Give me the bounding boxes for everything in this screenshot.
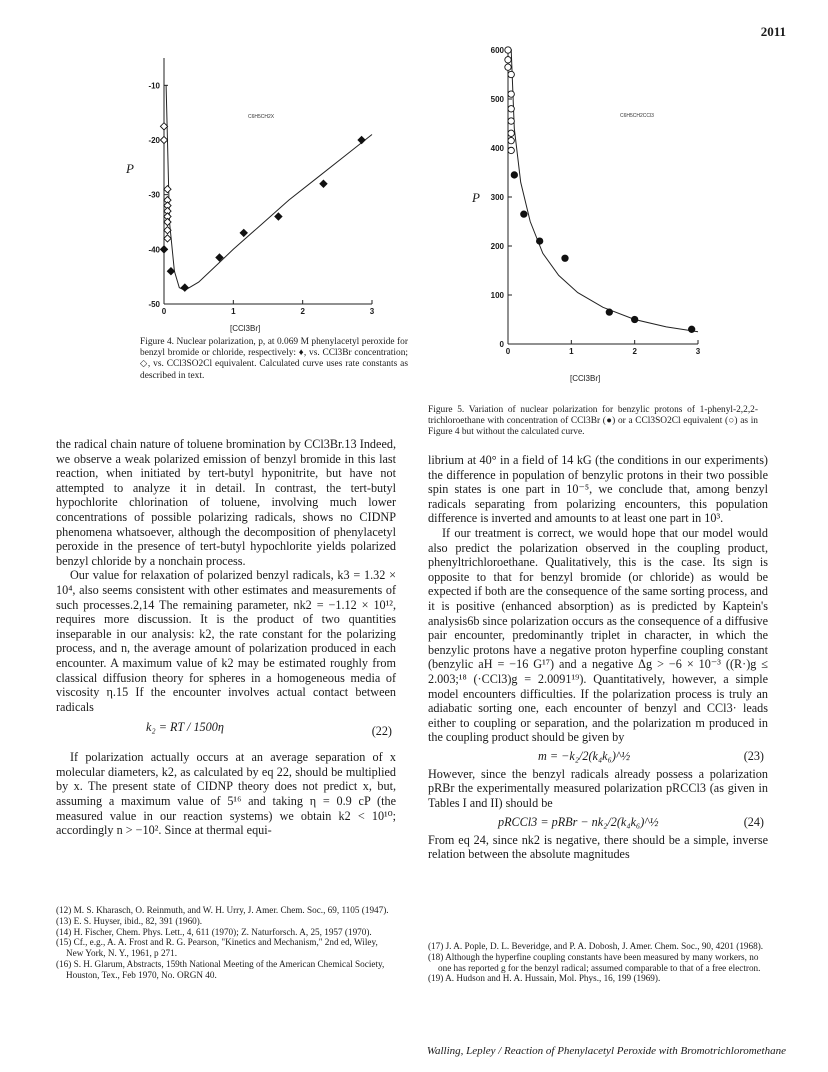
figure-5-y-label: P — [472, 190, 480, 205]
open-circle-point — [508, 130, 514, 136]
y-tick-label: 300 — [490, 193, 504, 202]
open-circle-point — [508, 137, 514, 143]
open-diamond-point — [160, 123, 167, 130]
y-tick-label: -40 — [148, 245, 160, 255]
y-tick-label: 400 — [490, 144, 504, 153]
equation-22-body: k₂ = RT / 1500η — [146, 720, 224, 735]
filled-diamond-point — [240, 229, 247, 236]
equation-24 — [428, 811, 768, 833]
reference: (19) A. Hudson and H. A. Hussain, Mol. Phys., 16, 199 (1969). — [428, 973, 661, 984]
filled-diamond-point — [275, 213, 282, 220]
open-circle-point — [508, 91, 514, 97]
figure-4-y-label: P — [126, 161, 134, 176]
y-tick-label: -20 — [148, 136, 160, 145]
x-tick-label: 3 — [369, 307, 375, 316]
filled-circle-point — [688, 326, 694, 332]
filled-circle-point — [562, 255, 568, 261]
x-tick-label: 0 — [505, 347, 511, 356]
equation-23 — [428, 745, 768, 767]
y-tick-label: 0 — [499, 340, 504, 349]
y-tick-label: 600 — [490, 46, 504, 55]
figure-5-x-label: [CCl3Br] — [570, 374, 601, 383]
figure-5-series-label: C6H5CH2CCl3 — [620, 113, 654, 119]
open-circle-point — [508, 147, 514, 153]
filled-diamond-point — [167, 268, 174, 275]
filled-circle-point — [511, 172, 517, 178]
right-paragraph-3: However, since the benzyl radicals already possess a polarization pRBr the experimentally measured polarization pRCCl3 (as given in Tables I and II) should be — [428, 766, 768, 811]
y-tick-label: -10 — [148, 81, 160, 91]
page-number: 2011 — [760, 24, 786, 39]
left-paragraph-3: If polarization actually occurs at an average separation of x molecular diameters, k2, as calculated by eq 22, should be multiplied by x. The present state of CIDNP theory does not predict x, but, assuming a maximum value of 5¹⁶ and taking η = 0.9 cP (the measured value in our reaction systems) we obtain k2 < 10¹⁰; accordingly n > −10². Since at thermal equi- — [56, 750, 396, 838]
equation-24-number: (24) — [743, 814, 764, 829]
y-tick-label: 500 — [490, 95, 504, 104]
filled-diamond-point — [358, 136, 365, 143]
y-tick-label: -50 — [148, 300, 160, 309]
left-column — [56, 437, 396, 838]
filled-circle-point — [521, 211, 527, 217]
figure-4-x-label: [CCl3Br] — [230, 324, 261, 333]
figure-4-series-label: C6H5CH2X — [248, 114, 275, 120]
filled-circle-point — [536, 238, 542, 244]
reference: (12) M. S. Kharasch, O. Reinmuth, and W. H. Urry, J. Amer. Chem. Soc., 69, 1105 (1947). — [56, 905, 389, 915]
references-left — [56, 905, 396, 981]
reference: (15) Cf., e.g., A. A. Frost and R. G. Pearson, "Kinetics and Mechanism," 2nd ed, Wiley, New York, N. Y., 1961, p 271. — [56, 937, 378, 959]
figure-5-chart — [470, 42, 730, 382]
left-paragraph-1: the radical chain nature of toluene bromination by CCl3Br.13 Indeed, we observe a weak polarized emission of benzyl bromide in this last reaction, when initiated by tert-butyl hyponitrite, but have not attempted to analyze it in detail. In contrast, the tert-butyl hypochlorite chlorination of toluene, involving much lower concentrations of possible polarizing radicals, shows no CIDNP phenomena whatsoever, although the decomposition of phenylacetyl peroxide in the presence of tert-butyl hypochlorite yields polarized benzyl chloride by a nonchain process. — [56, 437, 396, 568]
open-diamond-point — [164, 186, 171, 193]
reference: (13) E. S. Huyser, ibid., 82, 391 (1960). — [56, 915, 203, 926]
figure-4-caption: Figure 4. Nuclear polarization, p, at 0.069 M phenylacetyl peroxide for benzyl bromide or chloride, respectively: ♦, vs. CCl3Br concentration; ◇, vs. CCl3SO2Cl equivalent. Calculated curve uses rate constants as described in text. — [140, 337, 408, 381]
open-diamond-point — [160, 136, 167, 143]
x-tick-label: 1 — [231, 307, 236, 316]
x-tick-label: 3 — [695, 347, 701, 356]
equation-22-number: (22) — [371, 724, 392, 739]
filled-circle-point — [631, 316, 637, 322]
right-paragraph-2: If our treatment is correct, we would hope that our model would also predict the polarization observed in the coupling product, phenyltrichloroethane. Qualitatively, this is the case. Its sign is opposite to that for benzyl bromide (or chloride) as would be expected if both are the consequence of the same sorting process, and it is positive (enhanced absorption) as is predicted by Kaptein's analysis6b since polarization occurs as the consequence of a diffusive pair encounter, predominantly triplet in character, in which the benzylic protons have a negative proton hyperfine coupling constant (benzylic aH = −16 G¹⁷) and a negative Δg > −6 × 10⁻³ ((R·)g ≤ 2.003;¹⁸ (·CCl3)g = 2.0091¹⁹). Quantitatively, however, a simple model encounters difficulties. If the polarization process is truly an adiabatic sorting one, each encounter of benzyl and CCl3· leads either to coupling or separation, and the polarization m produced in the coupling product should be given by — [428, 525, 768, 745]
open-circle-point — [508, 118, 514, 124]
equation-23-number: (23) — [743, 748, 764, 763]
x-tick-label: 2 — [632, 347, 637, 356]
x-tick-label: 2 — [300, 307, 305, 316]
references-right — [428, 941, 768, 984]
open-circle-point — [508, 71, 514, 77]
filled-circle-point — [606, 309, 612, 315]
open-circle-point — [505, 47, 511, 53]
right-paragraph-4: From eq 24, since nk2 is negative, there should be a simple, inverse relation between the absolute magnitudes — [428, 832, 768, 862]
figure-4-chart — [120, 52, 400, 332]
reference: (16) S. H. Glarum, Abstracts, 159th National Meeting of the American Chemical Society, Houston, Tex., Feb 1970, No. ORGN 40. — [56, 958, 385, 980]
reference: (18) Although the hyperfine coupling constants have been measured by many workers, no one has reported g for the benzyl radical; assumed comparable to that of a free electron. — [428, 951, 761, 973]
equation-22 — [56, 714, 396, 750]
filled-diamond-point — [320, 180, 327, 187]
filled-diamond-point — [160, 246, 167, 253]
y-tick-label: 200 — [490, 242, 504, 251]
open-diamond-point — [164, 235, 171, 242]
open-circle-point — [508, 106, 514, 112]
figure-5-caption: Figure 5. Variation of nuclear polarization for benzylic protons of 1-phenyl-2,2,2-trichloroethane with concentration of CCl3Br (●) or a CCl3SO2Cl equivalent (○) as in Figure 4 but without the calculated curve. — [428, 405, 758, 438]
calculated-curve — [511, 50, 698, 332]
equation-24-body: pRCCl3 = pRBr − nk₂/2(k₄k₆)^½ — [498, 814, 659, 829]
right-column — [428, 453, 768, 862]
running-footer: Walling, Lepley / Reaction of Phenylacetyl Peroxide with Bromotrichloromethane — [426, 1045, 786, 1057]
x-tick-label: 0 — [161, 307, 167, 316]
open-circle-point — [505, 57, 511, 63]
y-tick-label: 100 — [490, 291, 504, 300]
x-tick-label: 1 — [569, 347, 574, 356]
left-paragraph-2: Our value for relaxation of polarized benzyl radicals, k3 = 1.32 × 10⁴, also seems consistent with other estimates and measurements of such processes.2,14 The remaining parameter, nk2 = −1.12 × 10¹², requires more discussion. It is the product of two quantities inseparable in our analysis: k2, the rate constant for the polarizing process, and n, the average amount of polarization produced in each encounter. A maximum value of k2 may be estimated roughly from classical diffusion theory for spheres in a homogeneous media of viscosity η.15 If the encounter involves actual contact between radicals — [56, 568, 396, 714]
y-tick-label: -30 — [148, 190, 160, 200]
equation-23-body: m = −k₂/2(k₄k₆)^½ — [538, 748, 631, 763]
figure-4 — [120, 52, 400, 338]
figure-5 — [470, 42, 730, 398]
reference: (14) H. Fischer, Chem. Phys. Lett., 4, 611 (1970); Z. Naturforsch. A, 25, 1957 (1970). — [56, 926, 372, 937]
right-paragraph-1: librium at 40° in a field of 14 kG (the conditions in our experiments) the difference in population of benzylic protons in their two possible spin states is one part in 10⁻⁵, we conclude that, among benzyl radicals separating from polarizing encounters, this population difference is inverted and amounts to at least one part in 10³. — [428, 453, 768, 526]
reference: (17) J. A. Pople, D. L. Beveridge, and P. A. Dobosh, J. Amer. Chem. Soc., 90, 4201 (1968). — [428, 941, 764, 951]
open-circle-point — [505, 64, 511, 70]
filled-diamond-point — [181, 284, 188, 291]
